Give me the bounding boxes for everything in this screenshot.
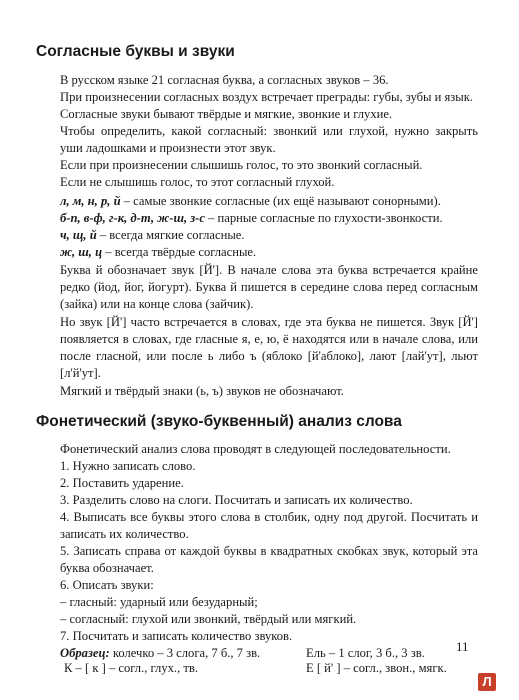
example-label: Образец: bbox=[60, 646, 110, 660]
paragraph bbox=[60, 383, 478, 400]
step: – гласный: ударный или безударный; bbox=[60, 595, 258, 609]
letters: б-п, в-ф, г-к, д-т, ж-ш, з-с bbox=[60, 211, 205, 225]
section-title-consonants: Согласные буквы и звуки bbox=[36, 43, 235, 60]
paragraph bbox=[60, 89, 478, 106]
step: 3. Разделить слово на слоги. Посчитать и записать их количество. bbox=[60, 493, 413, 507]
letters: л, м, н, р, й bbox=[60, 194, 121, 208]
letters: ж, ш, ц bbox=[60, 245, 103, 259]
text: – самые звонкие согласные (их ещё называют сонорными). bbox=[120, 194, 441, 208]
text: При произнесении согласных воздух встречает преграды: губы, зубы и язык. bbox=[60, 90, 474, 104]
step: – согласный: глухой или звонкий, твёрдый или мягкий. bbox=[60, 612, 357, 626]
text: – всегда мягкие согласные. bbox=[96, 228, 245, 242]
text: Мягкий и твёрдый знаки (ь, ъ) звуков не обозначают. bbox=[60, 384, 344, 398]
text: Чтобы определить, какой согласный: звонкий или глухой, нужно закрыть уши ладошками и произнести этот звук. bbox=[60, 124, 478, 155]
text: Если не слышишь голос, то этот согласный глухой. bbox=[60, 175, 335, 189]
text: – всегда твёрдые согласные. bbox=[102, 245, 257, 259]
publisher-logo: Л bbox=[478, 673, 496, 691]
letters: ч, щ, й bbox=[60, 228, 97, 242]
text: Если при произнесении слышишь голос, то это звонкий согласный. bbox=[60, 158, 423, 172]
paragraph bbox=[60, 262, 478, 313]
example-word: колечко – 3 слога, 7 б., 7 зв. bbox=[109, 646, 261, 660]
section-title-phonetic: Фонетический (звуко-буквенный) анализ слова bbox=[36, 413, 402, 430]
text: В русском языке 21 согласная буква, а согласных звуков – 36. bbox=[60, 73, 389, 87]
paired-line bbox=[60, 210, 478, 227]
soft-line bbox=[60, 227, 478, 244]
paragraph bbox=[60, 157, 478, 174]
step: 6. Описать звуки: bbox=[60, 578, 154, 592]
left-row: К – [ к ] – согл., глух., тв. bbox=[64, 661, 198, 675]
hard-line bbox=[60, 244, 478, 261]
text: Буква й обозначает звук [Й']. В начале слова эта буква встречается крайне редко (йод, йог, йогурт). Буква й пишется в середине слова перед согласным (зайка) или на конце слова (зайчик). bbox=[60, 263, 478, 311]
step: 4. Выписать все буквы этого слова в столбик, одну под другой. Посчитать и записать их количество. bbox=[60, 510, 478, 541]
right-row: Е [ й' ] – согл., звон., мягк. bbox=[306, 661, 447, 675]
text: Согласные звуки бывают твёрдые и мягкие, звонкие и глухие. bbox=[60, 107, 393, 121]
text: Но звук [Й'] часто встречается в словах, где эта буква не пишется. Звук [Й'] появляется в словах, где гласные я, е, ю, ё находятся или в начале слова, или после гласной, или после ь либо ъ (яблоко [й'аблоко], лают [лай'ут], льют [л'й'ут]. bbox=[60, 315, 478, 380]
paragraph bbox=[60, 72, 478, 89]
example2-line: Ель – 1 слог, 3 б., 3 зв. bbox=[306, 646, 425, 660]
paragraph bbox=[60, 106, 478, 123]
intro: Фонетический анализ слова проводят в следующей последовательности. bbox=[60, 442, 451, 456]
paragraph bbox=[60, 123, 478, 157]
step: 7. Посчитать и записать количество звуков. bbox=[60, 629, 293, 643]
text: – парные согласные по глухости-звонкости. bbox=[204, 211, 443, 225]
step: 1. Нужно записать слово. bbox=[60, 459, 196, 473]
page-number: 11 bbox=[456, 639, 469, 654]
paragraph bbox=[60, 174, 478, 191]
paragraph bbox=[60, 314, 478, 382]
sonorant-line bbox=[60, 193, 478, 210]
step: 5. Записать справа от каждой буквы в квадратных скобках звук, который эта буква обозначает. bbox=[60, 544, 478, 575]
step: 2. Поставить ударение. bbox=[60, 476, 184, 490]
